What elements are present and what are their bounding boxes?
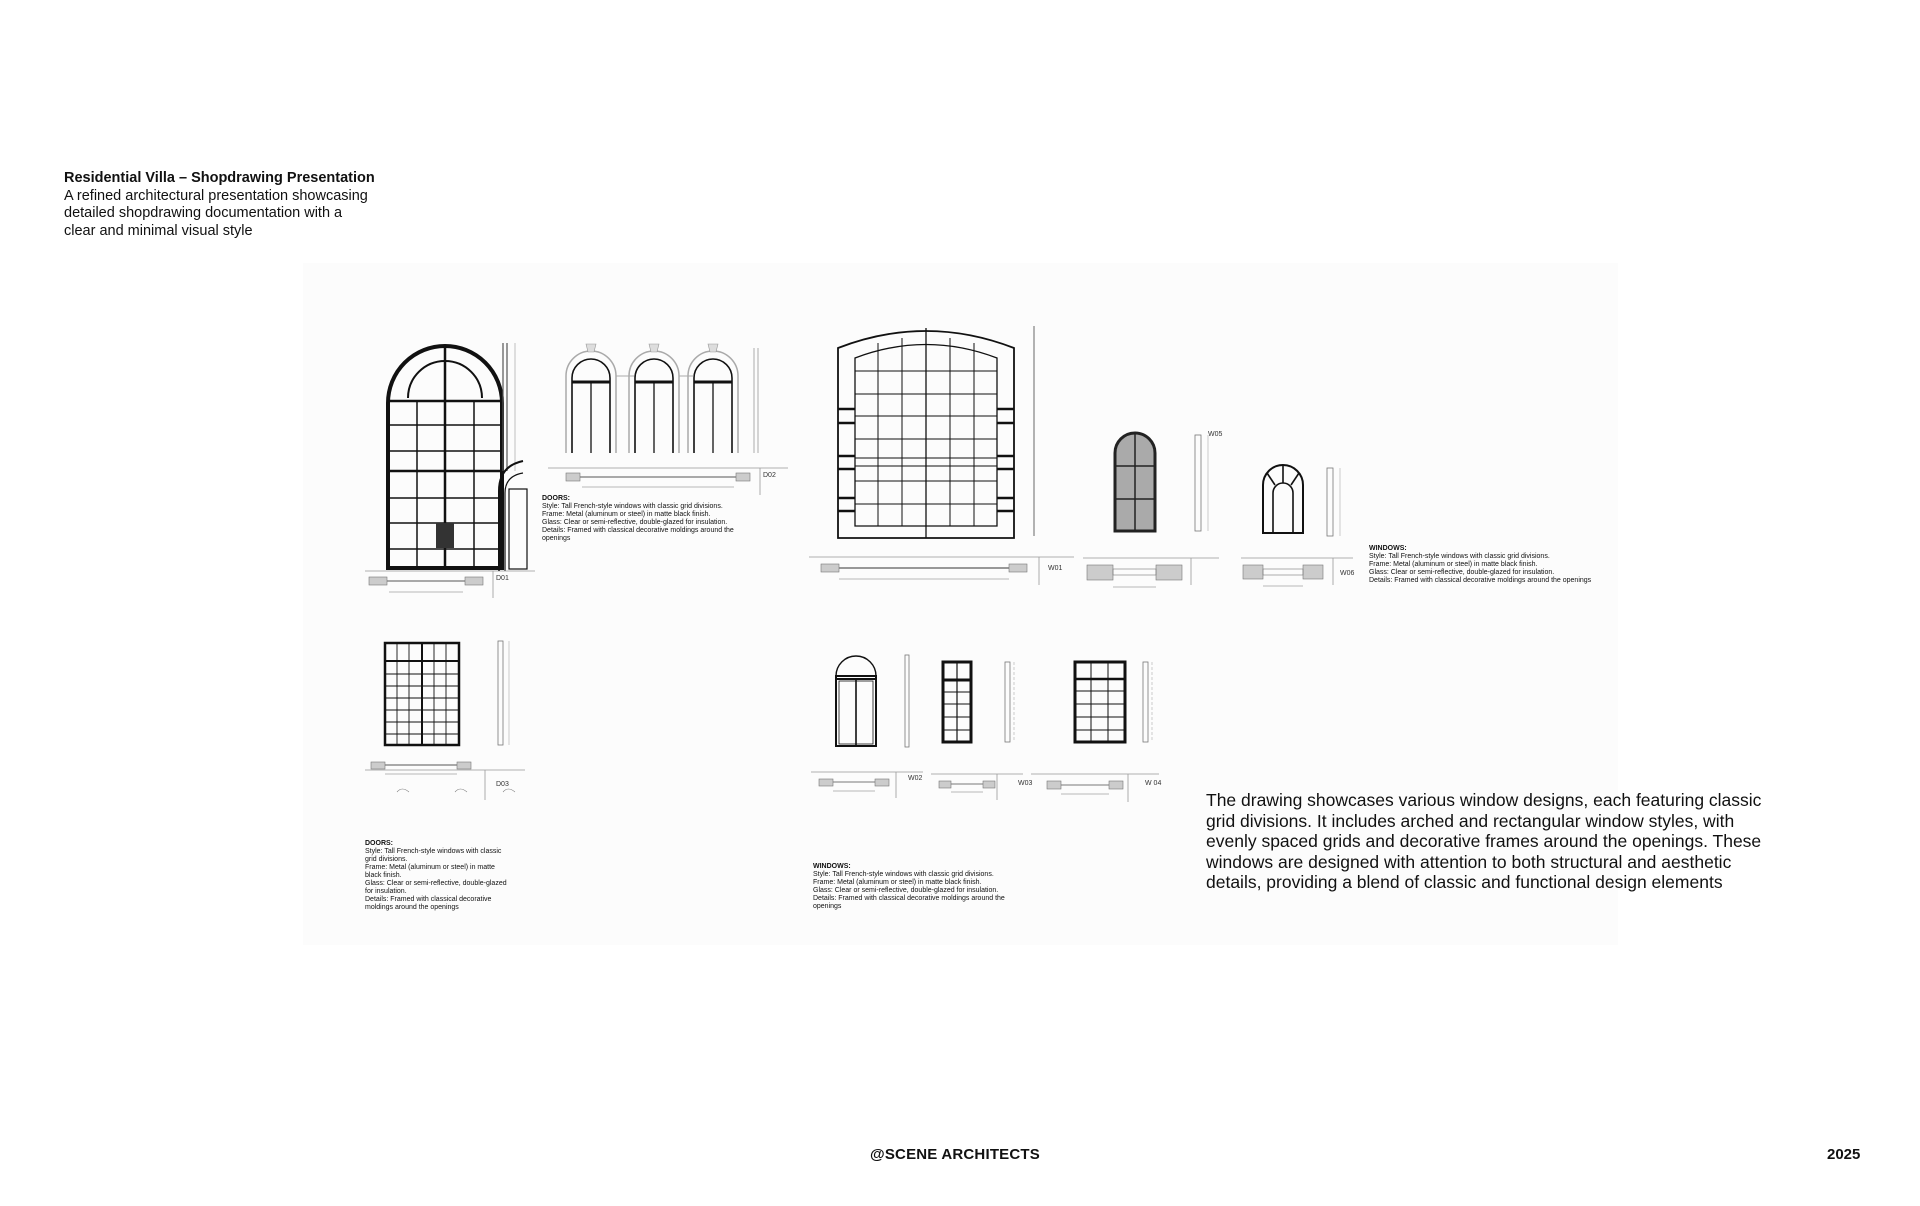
page-title: Residential Villa – Shopdrawing Presentation [64, 170, 375, 186]
label-w04: W 04 [1145, 780, 1162, 787]
spec-windows-top [1369, 545, 1629, 585]
drawing-w02-section [903, 653, 915, 748]
drawing-w03 [941, 660, 976, 745]
spec-windows-bottom [813, 863, 1063, 911]
spec-line: Glass: Clear or semi-reflective, double-glazed [365, 880, 507, 887]
subtitle-line-1: A refined architectural presentation showcasing [64, 187, 368, 204]
spec-line: Details: Framed with classical decorative moldings around the openings [1369, 577, 1592, 584]
drawing-w03-plan [931, 772, 1031, 802]
drawing-w06-section [1325, 466, 1345, 538]
spec-line: Details: Framed with classical decorative moldings around the [542, 527, 734, 534]
spec-line: black finish. [365, 872, 402, 879]
drawing-d01-plan [365, 568, 535, 598]
label-d01: D01 [496, 575, 509, 582]
spec-line: Style: Tall French-style windows with classic grid divisions. [1369, 553, 1550, 560]
spec-line: Glass: Clear or semi-reflective, double-glazed for insulation. [813, 887, 999, 894]
label-w06: W06 [1340, 570, 1355, 577]
spec-line: Frame: Metal (aluminum or steel) in matte black finish. [542, 511, 711, 518]
drawing-d03-plan [365, 760, 525, 800]
drawing-w03-section [1003, 660, 1017, 745]
label-w02: W02 [908, 775, 923, 782]
drawing-w05-section [1193, 433, 1223, 533]
spec-line: Frame: Metal (aluminum or steel) in matte [365, 864, 495, 871]
label-d02: D02 [763, 472, 776, 479]
footer-brand: @SCENE ARCHITECTS [870, 1146, 1040, 1163]
drawing-w01-plan [809, 555, 1079, 587]
drawing-w04 [1073, 660, 1128, 745]
spec-doors-top [542, 495, 782, 543]
spec-doors-bottom [365, 840, 535, 912]
label-w01: W01 [1048, 565, 1063, 572]
description-paragraph: The drawing showcases various window designs, each featuring classic grid divisions. It includes arched and rectangular window styles, with evenly spaced grids and decorative frames around the openings. These windows are designed with attention to both structural and aesthetic details, providing a blend of classic and functional design elements [1206, 790, 1762, 892]
spec-line: Style: Tall French-style windows with classic grid divisions. [542, 503, 723, 510]
label-w03: W03 [1018, 780, 1033, 787]
label-w05: W05 [1208, 431, 1223, 438]
spec-line: Details: Framed with classical decorative [365, 896, 492, 903]
spec-line: grid divisions. [365, 856, 408, 863]
spec-line: Frame: Metal (aluminum or steel) in matte black finish. [1369, 561, 1538, 568]
label-d03: D03 [496, 781, 509, 788]
spec-line: Frame: Metal (aluminum or steel) in matte black finish. [813, 879, 982, 886]
footer-year: 2025 [1827, 1146, 1861, 1163]
drawing-w05 [1113, 431, 1158, 533]
drawing-d03-section [496, 639, 516, 749]
spec-line: for insulation. [365, 888, 407, 895]
intro-block [64, 170, 444, 240]
drawing-w04-plan [1031, 772, 1171, 804]
drawing-w04-section [1141, 660, 1155, 745]
spec-line: openings [542, 535, 571, 542]
drawing-d02 [561, 338, 761, 458]
spec-line: Glass: Clear or semi-reflective, double-glazed for insulation. [1369, 569, 1555, 576]
drawing-d02-plan [548, 465, 788, 495]
drawing-w05-plan [1083, 555, 1223, 590]
drawing-d01-section [493, 341, 533, 571]
subtitle-line-3: clear and minimal visual style [64, 222, 253, 239]
spec-line: moldings around the openings [365, 904, 459, 911]
drawing-w06 [1261, 463, 1306, 535]
spec-line: Style: Tall French-style windows with classic [365, 848, 502, 855]
drawing-w02 [834, 654, 879, 749]
subtitle-line-2: detailed shopdrawing documentation with a [64, 205, 343, 221]
spec-line: Details: Framed with classical decorative moldings around the [813, 895, 1005, 902]
spec-heading: DOORS: [542, 495, 570, 502]
drawing-w01 [836, 326, 1036, 541]
spec-line: openings [813, 903, 842, 910]
spec-heading: WINDOWS: [1369, 545, 1407, 552]
drawing-d03 [383, 641, 463, 751]
spec-line: Style: Tall French-style windows with classic grid divisions. [813, 871, 994, 878]
spec-heading: WINDOWS: [813, 863, 851, 870]
spec-line: Glass: Clear or semi-reflective, double-glazed for insulation. [542, 519, 728, 526]
spec-heading: DOORS: [365, 840, 393, 847]
